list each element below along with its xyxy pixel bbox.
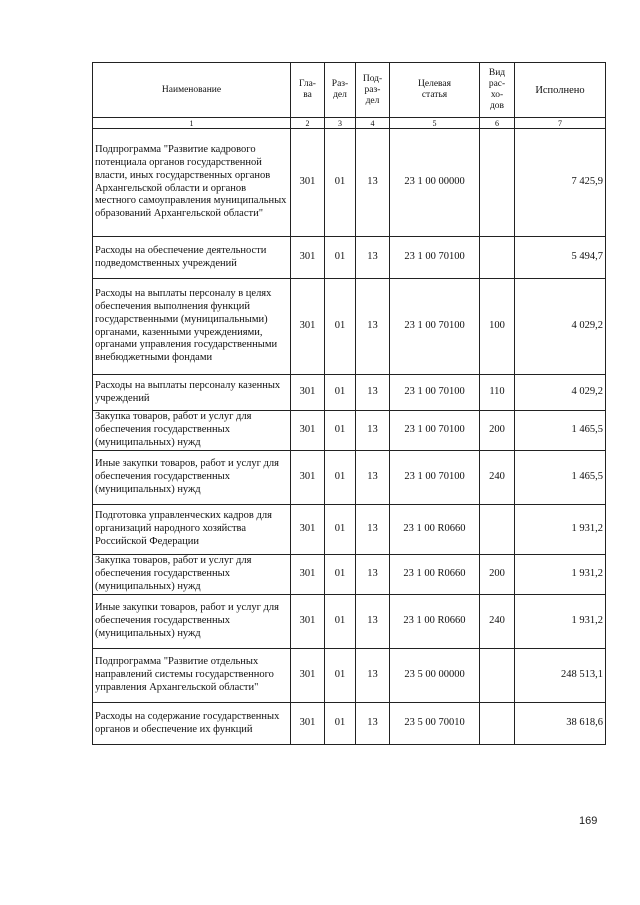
row-razdel: 01	[325, 595, 356, 649]
row-razdel: 01	[325, 129, 356, 237]
header-row	[93, 63, 606, 118]
row-statya: 23 5 00 70010	[390, 703, 480, 745]
row-razdel: 01	[325, 505, 356, 555]
header-glava: Гла- ва	[291, 63, 325, 118]
row-vid: 240	[480, 595, 515, 649]
row-razdel: 01	[325, 411, 356, 451]
header-vid: Вид рас- хо- дов	[480, 63, 515, 118]
row-statya: 23 1 00 00000	[390, 129, 480, 237]
column-number: 4	[356, 118, 390, 129]
row-razdel: 01	[325, 451, 356, 505]
row-razdel: 01	[325, 703, 356, 745]
column-number: 5	[390, 118, 480, 129]
row-name: Расходы на обеспечение деятельности подведомственных учреждений	[93, 237, 291, 279]
row-amount: 4 029,2	[515, 375, 606, 411]
table-row	[93, 279, 606, 375]
row-name: Закупка товаров, работ и услуг для обеспечения государственных (муниципальных) нужд	[93, 411, 291, 451]
row-razdel: 01	[325, 555, 356, 595]
row-amount: 7 425,9	[515, 129, 606, 237]
header-statya: Целевая статья	[390, 63, 480, 118]
row-statya: 23 1 00 R0660	[390, 555, 480, 595]
column-number: 7	[515, 118, 606, 129]
header-amount: Исполнено	[515, 63, 606, 118]
column-number: 1	[93, 118, 291, 129]
budget-table	[92, 62, 606, 745]
row-razdel: 01	[325, 279, 356, 375]
row-name: Иные закупки товаров, работ и услуг для обеспечения государственных (муниципальных) нужд	[93, 451, 291, 505]
table-row	[93, 237, 606, 279]
table-row	[93, 703, 606, 745]
row-amount: 4 029,2	[515, 279, 606, 375]
row-podrazdel: 13	[356, 129, 390, 237]
row-amount: 5 494,7	[515, 237, 606, 279]
row-podrazdel: 13	[356, 595, 390, 649]
table-row	[93, 505, 606, 555]
row-amount: 1 931,2	[515, 555, 606, 595]
table-row	[93, 375, 606, 411]
row-razdel: 01	[325, 375, 356, 411]
page-number: 169	[579, 815, 598, 827]
header-podrazdel: Под- раз- дел	[356, 63, 390, 118]
row-podrazdel: 13	[356, 375, 390, 411]
row-vid	[480, 649, 515, 703]
row-glava: 301	[291, 279, 325, 375]
column-number: 2	[291, 118, 325, 129]
table-row	[93, 411, 606, 451]
row-amount: 1 931,2	[515, 595, 606, 649]
row-podrazdel: 13	[356, 237, 390, 279]
header-name: Наименование	[93, 63, 291, 118]
row-amount: 38 618,6	[515, 703, 606, 745]
row-amount: 248 513,1	[515, 649, 606, 703]
row-name: Подготовка управленческих кадров для организаций народного хозяйства Российской Федерации	[93, 505, 291, 555]
row-statya: 23 1 00 R0660	[390, 505, 480, 555]
row-glava: 301	[291, 555, 325, 595]
row-glava: 301	[291, 703, 325, 745]
row-podrazdel: 13	[356, 505, 390, 555]
row-statya: 23 1 00 70100	[390, 279, 480, 375]
row-name: Иные закупки товаров, работ и услуг для обеспечения государственных (муниципальных) нужд	[93, 595, 291, 649]
row-statya: 23 5 00 00000	[390, 649, 480, 703]
row-vid	[480, 237, 515, 279]
row-name: Подпрограмма "Развитие кадрового потенциала органов государственной власти, иных государственных органов Архангельской области и органов местного самоуправления муниципальных образований Архангельской области"	[93, 129, 291, 237]
row-glava: 301	[291, 375, 325, 411]
row-glava: 301	[291, 505, 325, 555]
row-glava: 301	[291, 237, 325, 279]
row-vid: 100	[480, 279, 515, 375]
header-razdel: Раз- дел	[325, 63, 356, 118]
table-row	[93, 451, 606, 505]
column-number-row	[93, 118, 606, 129]
table-row	[93, 129, 606, 237]
table-row	[93, 555, 606, 595]
row-podrazdel: 13	[356, 555, 390, 595]
row-amount: 1 465,5	[515, 451, 606, 505]
row-glava: 301	[291, 451, 325, 505]
row-podrazdel: 13	[356, 649, 390, 703]
row-glava: 301	[291, 649, 325, 703]
row-statya: 23 1 00 70100	[390, 451, 480, 505]
row-statya: 23 1 00 70100	[390, 411, 480, 451]
row-vid	[480, 129, 515, 237]
row-name: Расходы на выплаты персоналу казенных учреждений	[93, 375, 291, 411]
row-glava: 301	[291, 129, 325, 237]
table-row	[93, 595, 606, 649]
row-statya: 23 1 00 70100	[390, 375, 480, 411]
row-vid: 240	[480, 451, 515, 505]
column-number: 3	[325, 118, 356, 129]
row-glava: 301	[291, 411, 325, 451]
row-statya: 23 1 00 R0660	[390, 595, 480, 649]
row-vid: 200	[480, 411, 515, 451]
row-statya: 23 1 00 70100	[390, 237, 480, 279]
row-razdel: 01	[325, 237, 356, 279]
row-podrazdel: 13	[356, 451, 390, 505]
row-name: Закупка товаров, работ и услуг для обеспечения государственных (муниципальных) нужд	[93, 555, 291, 595]
row-vid: 200	[480, 555, 515, 595]
row-amount: 1 465,5	[515, 411, 606, 451]
row-vid	[480, 505, 515, 555]
column-number: 6	[480, 118, 515, 129]
row-podrazdel: 13	[356, 703, 390, 745]
row-name: Расходы на выплаты персоналу в целях обеспечения выполнения функций государственными (муниципальными) органами, казенными учреждениями, органами управления государственными внебюджетными фондами	[93, 279, 291, 375]
row-razdel: 01	[325, 649, 356, 703]
row-podrazdel: 13	[356, 279, 390, 375]
row-podrazdel: 13	[356, 411, 390, 451]
row-vid	[480, 703, 515, 745]
row-name: Подпрограмма "Развитие отдельных направлений системы государственного управления Архангельской области"	[93, 649, 291, 703]
row-name: Расходы на содержание государственных органов и обеспечение их функций	[93, 703, 291, 745]
row-glava: 301	[291, 595, 325, 649]
table-row	[93, 649, 606, 703]
row-vid: 110	[480, 375, 515, 411]
row-amount: 1 931,2	[515, 505, 606, 555]
